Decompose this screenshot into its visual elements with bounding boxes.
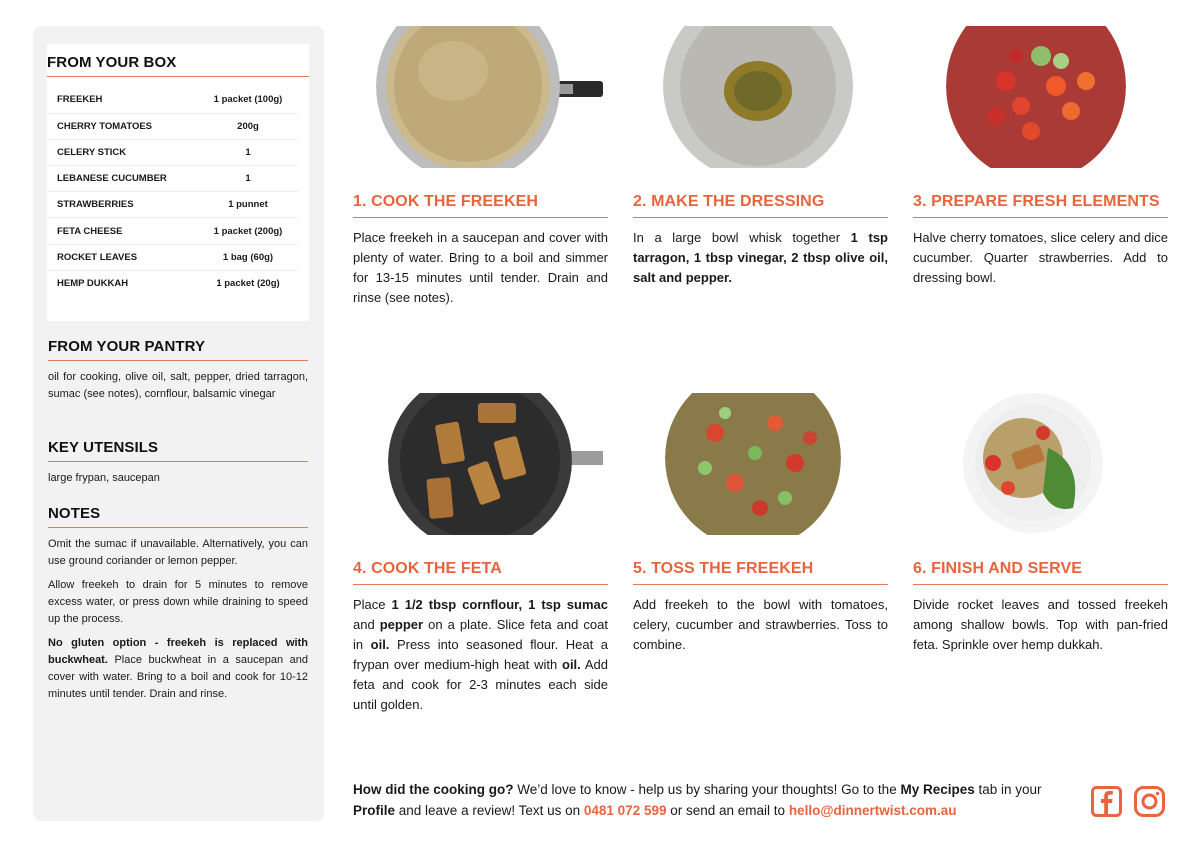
table-row [48, 139, 298, 165]
ingredient-name: CHERRY TOMATOES [57, 120, 153, 132]
step-title: 5. TOSS THE FREEKEH [633, 560, 888, 585]
utensils-text: large frypan, saucepan [48, 472, 160, 484]
feedback-footer [353, 779, 1083, 821]
ingredient-name: FREEKEH [57, 94, 103, 106]
fresh-elements-photo [946, 26, 1126, 168]
finished-dish-photo [963, 393, 1113, 535]
facebook-icon[interactable] [1091, 786, 1122, 817]
ingredient-name: HEMP DUKKAH [57, 278, 129, 290]
tossed-freekeh-photo [665, 393, 841, 535]
step-text-bold: oil. [370, 637, 390, 652]
step-2 [633, 26, 888, 326]
table-row [48, 218, 298, 244]
phone-number[interactable]: 0481 072 599 [583, 803, 667, 818]
table-row [48, 244, 298, 270]
sidebar [33, 26, 324, 821]
pantry-title: FROM YOUR PANTRY [48, 338, 308, 361]
footer-question: How did the cooking go? [353, 782, 514, 797]
note-rest: Place buckwheat in a saucepan and cover with water. Bring to a boil and cook for 10-12 minutes until tender. Drain and rinse. [48, 654, 308, 700]
utensils-title: KEY UTENSILS [48, 439, 308, 462]
from-your-box-card [47, 44, 309, 321]
profile-link[interactable]: Profile [353, 803, 396, 818]
ingredient-qty: 1 punnet [228, 199, 268, 211]
ingredient-name: STRAWBERRIES [57, 199, 134, 211]
step-text-bold: oil. [562, 657, 581, 672]
notes-text [48, 536, 308, 703]
table-row [48, 166, 298, 192]
step-title: 4. COOK THE FETA [353, 560, 608, 585]
ingredient-qty: 200g [237, 120, 259, 132]
step-text-bold: 1 tsp tarragon, 1 tbsp vinegar, 2 tbsp olive oil, salt and pepper. [633, 230, 888, 285]
step-body [353, 595, 608, 715]
step-title: 1. COOK THE FREEKEH [353, 193, 608, 218]
footer-text: and leave a review! Text us on [395, 803, 584, 818]
table-row [48, 113, 298, 139]
ingredient-qty: 1 [245, 146, 251, 158]
step-text-bold: 1 1/2 tbsp cornflour, 1 tsp sumac [391, 597, 608, 612]
utensils-section [48, 439, 308, 487]
step-3 [913, 26, 1168, 326]
ingredient-qty: 1 packet (100g) [213, 94, 283, 106]
step-text: and [353, 617, 380, 632]
step-body: Halve cherry tomatoes, slice celery and dice cucumber. Quarter strawberries. Add to dressing bowl. [913, 230, 1168, 285]
footer-text: tab in your [974, 782, 1042, 797]
step-text: In a large bowl whisk together [633, 230, 851, 245]
ingredient-name: ROCKET LEAVES [57, 251, 138, 263]
step-5 [633, 393, 888, 693]
footer-text: We’d love to know - help us by sharing your thoughts! Go to the [513, 782, 901, 797]
step-text: Add feta and cook for 2-3 minutes each side until golden. [353, 657, 608, 712]
note-paragraph [48, 635, 308, 703]
my-recipes-link[interactable]: My Recipes [900, 782, 975, 797]
table-row [48, 270, 298, 296]
step-title: 2. MAKE THE DRESSING [633, 193, 888, 218]
email-link[interactable]: hello@dinnertwist.com.au [788, 803, 957, 818]
notes-title: NOTES [48, 505, 308, 528]
feta-frypan-photo [388, 393, 603, 535]
step-6 [913, 393, 1168, 693]
from-your-box-title: FROM YOUR BOX [47, 54, 309, 77]
instagram-icon[interactable] [1134, 786, 1165, 817]
step-text: on a plate. Slice feta and coat in [353, 617, 608, 652]
ingredient-name: LEBANESE CUCUMBER [57, 173, 167, 185]
step-title: 6. FINISH AND SERVE [913, 560, 1168, 585]
step-text: Place [353, 597, 392, 612]
step-1 [353, 26, 608, 326]
ingredients-table [48, 87, 298, 297]
step-body: Place freekeh in a saucepan and cover with plenty of water. Bring to a boil and simmer for 13-15 minutes until tender. Drain and rinse (see notes). [353, 230, 608, 305]
table-row [48, 87, 298, 113]
dressing-bowl-photo [663, 26, 853, 168]
step-body: Add freekeh to the bowl with tomatoes, celery, cucumber and strawberries. Toss to combine. [633, 597, 888, 652]
step-body [633, 228, 888, 288]
freekeh-strainer-photo [373, 26, 603, 168]
ingredient-name: FETA CHEESE [57, 225, 123, 237]
ingredient-qty: 1 packet (20g) [216, 278, 280, 290]
ingredient-qty: 1 packet (200g) [213, 225, 283, 237]
note-paragraph: Omit the sumac if unavailable. Alternatively, you can use ground coriander or lemon pepper. [48, 538, 308, 567]
pantry-section [48, 338, 308, 403]
ingredient-qty: 1 [245, 173, 251, 185]
footer-text: or send an email to [666, 803, 789, 818]
note-bold: No gluten option - freekeh is replaced with buckwheat. [48, 637, 308, 666]
table-row [48, 192, 298, 218]
ingredient-qty: 1 bag (60g) [222, 251, 274, 263]
note-paragraph: Allow freekeh to drain for 5 minutes to remove excess water, or press down while draining to speed up the process. [48, 579, 308, 625]
step-text-bold: pepper [379, 617, 424, 632]
pantry-text: oil for cooking, olive oil, salt, pepper, dried tarragon, sumac (see notes), cornflour, balsamic vinegar [48, 371, 308, 400]
step-text: Press into seasoned flour. Heat a frypan over medium-high heat with [353, 637, 608, 672]
step-body: Divide rocket leaves and tossed freekeh among shallow bowls. Top with pan-fried feta. Sprinkle over hemp dukkah. [913, 597, 1168, 652]
ingredient-name: CELERY STICK [57, 146, 127, 158]
notes-section [48, 505, 308, 710]
step-title: 3. PREPARE FRESH ELEMENTS [913, 193, 1168, 218]
step-4 [353, 393, 608, 723]
